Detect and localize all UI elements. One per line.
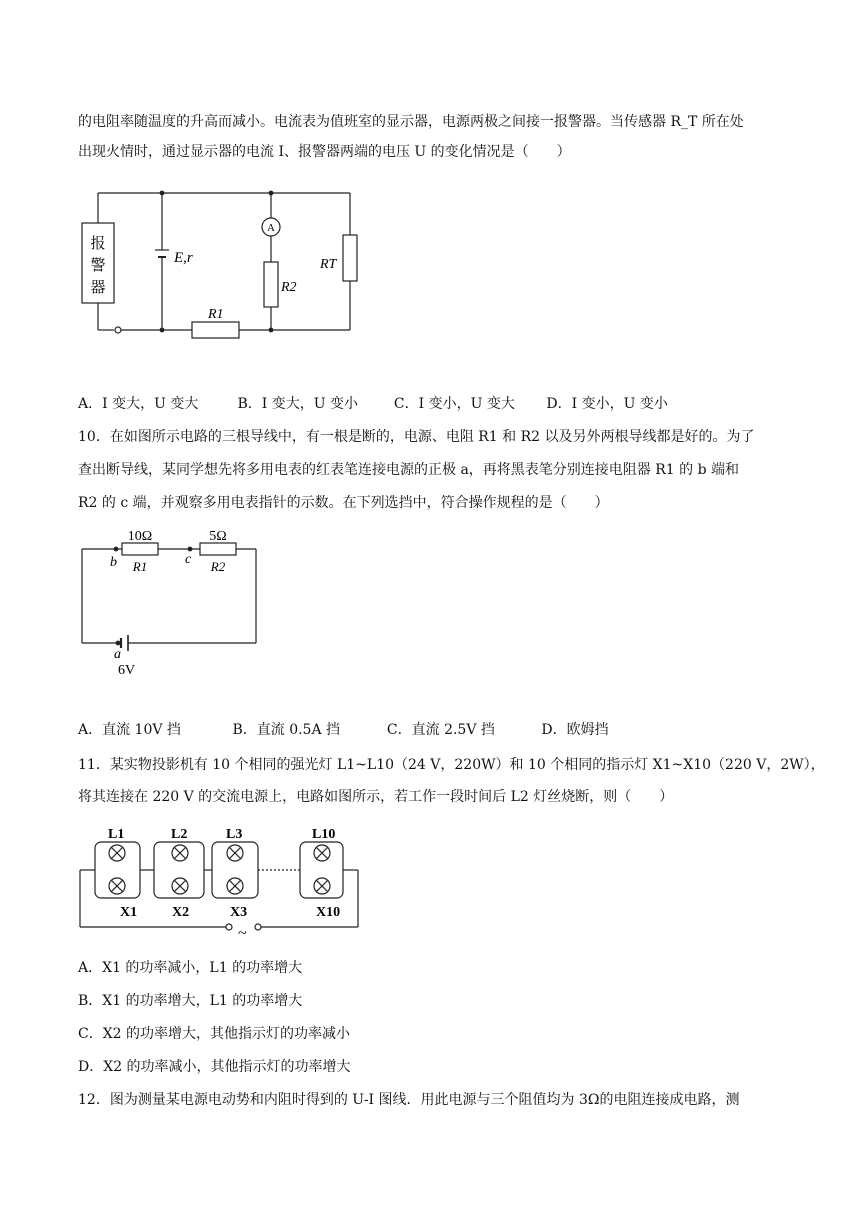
lamp-l1-label: L1	[108, 827, 125, 842]
point-b-label: b	[110, 555, 117, 570]
q9-option-b[interactable]: B．I 变大，U 变小	[237, 396, 358, 412]
voltage-label: 6V	[118, 663, 136, 678]
q10-option-d[interactable]: D．欧姆挡	[541, 722, 609, 738]
r1-value-label: 10Ω	[127, 529, 153, 544]
rt-label: RT	[320, 257, 337, 272]
q10-text-line-1: 10．在如图所示电路的三根导线中，有一根是断的，电源、电阻 R1 和 R2 以及另外两根导线都是好的。为了	[78, 429, 755, 445]
alarm-char-1: 报	[90, 236, 106, 252]
q10-option-a[interactable]: A．直流 10V 挡	[78, 722, 181, 738]
r2-label: R2	[210, 559, 226, 574]
q9-option-c[interactable]: C．I 变小，U 变大	[393, 396, 515, 412]
q10-text-line-3: R2 的 c 端，并观察多用电表指针的示数。在下列选挡中，符合操作规程的是（ ）	[78, 495, 609, 511]
q11-option-c[interactable]: C．X2 的功率增大，其他指示灯的功率减小	[78, 1026, 351, 1042]
q10-text-line-2: 查出断导线，某同学想先将多用电表的红表笔连接电源的正极 a，再将黑表笔分别连接电阻器 R1 的 b 端和	[78, 462, 740, 478]
q11-text-line-1: 11．某实物投影机有 10 个相同的强光灯 L1~L10（24 V，220W）和 10 个相同的指示灯 X1~X10（220 V，2W），	[78, 757, 825, 773]
q11-option-d[interactable]: D．X2 的功率减小，其他指示灯的功率增大	[78, 1059, 351, 1075]
r1-label: R1	[208, 307, 224, 322]
ammeter-label: A	[267, 222, 275, 234]
r1-label: R1	[132, 559, 148, 574]
q12-text-line-1: 12．图为测量某电源电动势和内阻时得到的 U-I 图线．用此电源与三个阻值均为 3Ω的电阻连接成电路，测	[78, 1092, 740, 1108]
ac-source-symbol: ~	[238, 925, 247, 942]
point-c-label: c	[185, 552, 192, 567]
indicator-x10-label: X10	[316, 905, 341, 920]
q9-option-d[interactable]: D．I 变小，U 变小	[546, 396, 668, 412]
point-a-label: a	[114, 647, 121, 662]
alarm-char-2: 警	[90, 258, 106, 274]
r2-label: R2	[281, 280, 297, 295]
q9-option-a[interactable]: A．I 变大，U 变大	[78, 396, 199, 412]
indicator-x3-label: X3	[230, 905, 248, 920]
q11-option-b[interactable]: B．X1 的功率增大，L1 的功率增大	[78, 993, 303, 1009]
lamp-l3-label: L3	[226, 827, 243, 842]
q10-option-b[interactable]: B．直流 0.5A 挡	[232, 722, 341, 738]
source-label: E,r	[174, 250, 193, 266]
q11-option-a[interactable]: A．X1 的功率减小，L1 的功率增大	[78, 960, 303, 976]
indicator-x2-label: X2	[172, 905, 190, 920]
q10-option-c[interactable]: C．直流 2.5V 挡	[386, 722, 495, 738]
r2-value-label: 5Ω	[209, 529, 227, 544]
q11-text-line-2: 将其连接在 220 V 的交流电源上，电路如图所示，若工作一段时间后 L2 灯丝烧断，则（ ）	[78, 789, 674, 805]
alarm-char-3: 器	[90, 280, 106, 296]
indicator-x1-label: X1	[120, 905, 138, 920]
lamp-l10-label: L10	[312, 827, 336, 842]
q9-text-line-2: 出现火情时，通过显示器的电流 I、报警器两端的电压 U 的变化情况是（ ）	[78, 144, 571, 160]
lamp-l2-label: L2	[171, 827, 188, 842]
q9-text-line-1: 的电阻率随温度的升高而减小。电流表为值班室的显示器，电源两极之间接一报警器。当传感器 R_T 所在处	[78, 114, 744, 130]
